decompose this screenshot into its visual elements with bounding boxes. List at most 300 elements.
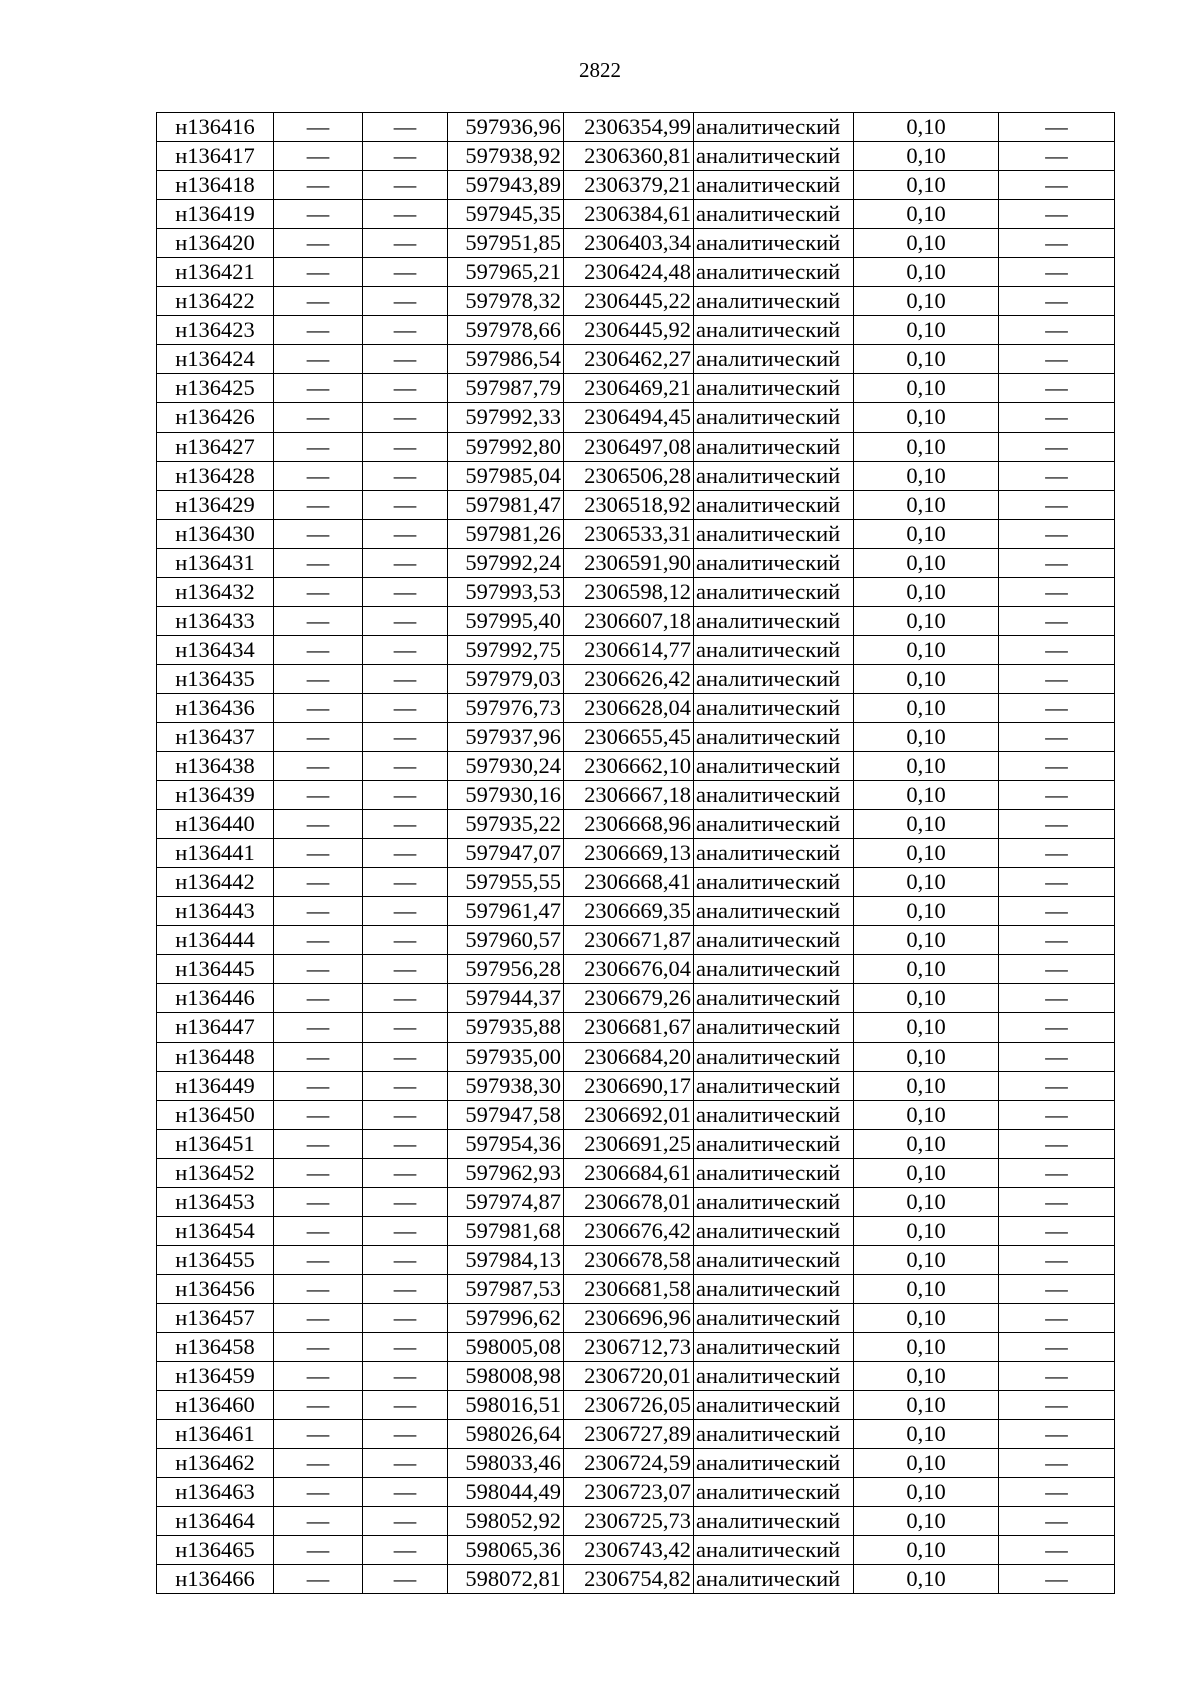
x-coordinate-cell: 597987,79 xyxy=(448,374,564,403)
dash-cell: — xyxy=(274,1565,363,1594)
dash-cell: — xyxy=(274,1274,363,1303)
table-row xyxy=(157,1013,1115,1042)
point-number-cell: н136421 xyxy=(157,258,274,287)
dash-cell: — xyxy=(363,142,448,171)
x-coordinate-cell: 597992,80 xyxy=(448,432,564,461)
x-coordinate-cell: 597943,89 xyxy=(448,171,564,200)
point-number-cell: н136451 xyxy=(157,1129,274,1158)
table-row xyxy=(157,1420,1115,1449)
y-coordinate-cell: 2306445,22 xyxy=(564,287,694,316)
y-coordinate-cell: 2306667,18 xyxy=(564,781,694,810)
accuracy-cell: 0,10 xyxy=(854,1536,999,1565)
y-coordinate-cell: 2306462,27 xyxy=(564,345,694,374)
method-cell: аналитический xyxy=(694,229,854,258)
method-cell: аналитический xyxy=(694,316,854,345)
point-number-cell: н136426 xyxy=(157,403,274,432)
accuracy-cell: 0,10 xyxy=(854,548,999,577)
x-coordinate-cell: 597954,36 xyxy=(448,1129,564,1158)
method-cell: аналитический xyxy=(694,1158,854,1187)
dash-cell: — xyxy=(363,722,448,751)
point-number-cell: н136464 xyxy=(157,1507,274,1536)
method-cell: аналитический xyxy=(694,1478,854,1507)
dash-cell: — xyxy=(363,374,448,403)
accuracy-cell: 0,10 xyxy=(854,374,999,403)
x-coordinate-cell: 597987,53 xyxy=(448,1274,564,1303)
method-cell: аналитический xyxy=(694,1536,854,1565)
point-number-cell: н136440 xyxy=(157,810,274,839)
point-number-cell: н136420 xyxy=(157,229,274,258)
dash-cell: — xyxy=(363,461,448,490)
point-number-cell: н136423 xyxy=(157,316,274,345)
point-number-cell: н136452 xyxy=(157,1158,274,1187)
accuracy-cell: 0,10 xyxy=(854,1216,999,1245)
method-cell: аналитический xyxy=(694,374,854,403)
y-coordinate-cell: 2306754,82 xyxy=(564,1565,694,1594)
method-cell: аналитический xyxy=(694,1332,854,1361)
accuracy-cell: 0,10 xyxy=(854,1507,999,1536)
x-coordinate-cell: 597930,24 xyxy=(448,752,564,781)
point-number-cell: н136453 xyxy=(157,1187,274,1216)
x-coordinate-cell: 597930,16 xyxy=(448,781,564,810)
method-cell: аналитический xyxy=(694,1362,854,1391)
table-row xyxy=(157,403,1115,432)
y-coordinate-cell: 2306678,58 xyxy=(564,1245,694,1274)
dash-cell: — xyxy=(274,200,363,229)
x-coordinate-cell: 597962,93 xyxy=(448,1158,564,1187)
dash-cell: — xyxy=(274,1420,363,1449)
point-number-cell: н136416 xyxy=(157,113,274,142)
accuracy-cell: 0,10 xyxy=(854,1245,999,1274)
point-number-cell: н136450 xyxy=(157,1100,274,1129)
method-cell: аналитический xyxy=(694,490,854,519)
method-cell: аналитический xyxy=(694,1303,854,1332)
table-row xyxy=(157,897,1115,926)
x-coordinate-cell: 598065,36 xyxy=(448,1536,564,1565)
dash-cell: — xyxy=(363,403,448,432)
y-coordinate-cell: 2306692,01 xyxy=(564,1100,694,1129)
dash-cell: — xyxy=(363,287,448,316)
method-cell: аналитический xyxy=(694,345,854,374)
dash-cell: — xyxy=(999,374,1115,403)
table-row xyxy=(157,113,1115,142)
dash-cell: — xyxy=(999,1071,1115,1100)
method-cell: аналитический xyxy=(694,839,854,868)
dash-cell: — xyxy=(274,316,363,345)
y-coordinate-cell: 2306598,12 xyxy=(564,577,694,606)
x-coordinate-cell: 597937,96 xyxy=(448,722,564,751)
x-coordinate-cell: 597935,00 xyxy=(448,1042,564,1071)
point-number-cell: н136417 xyxy=(157,142,274,171)
method-cell: аналитический xyxy=(694,548,854,577)
y-coordinate-cell: 2306494,45 xyxy=(564,403,694,432)
dash-cell: — xyxy=(363,258,448,287)
dash-cell: — xyxy=(363,345,448,374)
method-cell: аналитический xyxy=(694,577,854,606)
x-coordinate-cell: 597947,07 xyxy=(448,839,564,868)
dash-cell: — xyxy=(999,984,1115,1013)
accuracy-cell: 0,10 xyxy=(854,490,999,519)
table-row xyxy=(157,1274,1115,1303)
accuracy-cell: 0,10 xyxy=(854,1449,999,1478)
accuracy-cell: 0,10 xyxy=(854,577,999,606)
table-row xyxy=(157,1565,1115,1594)
point-number-cell: н136418 xyxy=(157,171,274,200)
point-number-cell: н136458 xyxy=(157,1332,274,1361)
dash-cell: — xyxy=(999,1449,1115,1478)
accuracy-cell: 0,10 xyxy=(854,693,999,722)
dash-cell: — xyxy=(274,403,363,432)
accuracy-cell: 0,10 xyxy=(854,200,999,229)
dash-cell: — xyxy=(274,1100,363,1129)
x-coordinate-cell: 598044,49 xyxy=(448,1478,564,1507)
point-number-cell: н136424 xyxy=(157,345,274,374)
accuracy-cell: 0,10 xyxy=(854,926,999,955)
dash-cell: — xyxy=(999,664,1115,693)
dash-cell: — xyxy=(999,1362,1115,1391)
accuracy-cell: 0,10 xyxy=(854,868,999,897)
table-row xyxy=(157,955,1115,984)
point-number-cell: н136443 xyxy=(157,897,274,926)
x-coordinate-cell: 597960,57 xyxy=(448,926,564,955)
dash-cell: — xyxy=(274,722,363,751)
point-number-cell: н136442 xyxy=(157,868,274,897)
dash-cell: — xyxy=(999,1013,1115,1042)
dash-cell: — xyxy=(999,316,1115,345)
dash-cell: — xyxy=(363,432,448,461)
y-coordinate-cell: 2306655,45 xyxy=(564,722,694,751)
dash-cell: — xyxy=(274,432,363,461)
method-cell: аналитический xyxy=(694,1013,854,1042)
accuracy-cell: 0,10 xyxy=(854,1100,999,1129)
y-coordinate-cell: 2306690,17 xyxy=(564,1071,694,1100)
accuracy-cell: 0,10 xyxy=(854,258,999,287)
dash-cell: — xyxy=(363,548,448,577)
x-coordinate-cell: 597938,92 xyxy=(448,142,564,171)
dash-cell: — xyxy=(274,839,363,868)
x-coordinate-cell: 598072,81 xyxy=(448,1565,564,1594)
method-cell: аналитический xyxy=(694,781,854,810)
y-coordinate-cell: 2306684,61 xyxy=(564,1158,694,1187)
method-cell: аналитический xyxy=(694,810,854,839)
dash-cell: — xyxy=(363,839,448,868)
dash-cell: — xyxy=(274,1362,363,1391)
dash-cell: — xyxy=(999,1042,1115,1071)
accuracy-cell: 0,10 xyxy=(854,1274,999,1303)
point-number-cell: н136428 xyxy=(157,461,274,490)
table-row xyxy=(157,693,1115,722)
dash-cell: — xyxy=(999,1332,1115,1361)
accuracy-cell: 0,10 xyxy=(854,287,999,316)
dash-cell: — xyxy=(363,635,448,664)
x-coordinate-cell: 597956,28 xyxy=(448,955,564,984)
accuracy-cell: 0,10 xyxy=(854,606,999,635)
dash-cell: — xyxy=(363,316,448,345)
y-coordinate-cell: 2306676,04 xyxy=(564,955,694,984)
accuracy-cell: 0,10 xyxy=(854,1158,999,1187)
accuracy-cell: 0,10 xyxy=(854,1420,999,1449)
point-number-cell: н136422 xyxy=(157,287,274,316)
x-coordinate-cell: 597995,40 xyxy=(448,606,564,635)
point-number-cell: н136456 xyxy=(157,1274,274,1303)
method-cell: аналитический xyxy=(694,1245,854,1274)
method-cell: аналитический xyxy=(694,664,854,693)
dash-cell: — xyxy=(274,1391,363,1420)
x-coordinate-cell: 597978,32 xyxy=(448,287,564,316)
point-number-cell: н136457 xyxy=(157,1303,274,1332)
table-row xyxy=(157,1478,1115,1507)
dash-cell: — xyxy=(274,635,363,664)
y-coordinate-cell: 2306662,10 xyxy=(564,752,694,781)
table-row xyxy=(157,1187,1115,1216)
method-cell: аналитический xyxy=(694,897,854,926)
dash-cell: — xyxy=(999,810,1115,839)
dash-cell: — xyxy=(274,258,363,287)
point-number-cell: н136433 xyxy=(157,606,274,635)
dash-cell: — xyxy=(274,374,363,403)
dash-cell: — xyxy=(274,1187,363,1216)
point-number-cell: н136466 xyxy=(157,1565,274,1594)
method-cell: аналитический xyxy=(694,635,854,664)
dash-cell: — xyxy=(363,1274,448,1303)
x-coordinate-cell: 597985,04 xyxy=(448,461,564,490)
x-coordinate-cell: 597961,47 xyxy=(448,897,564,926)
dash-cell: — xyxy=(999,1478,1115,1507)
dash-cell: — xyxy=(274,490,363,519)
x-coordinate-cell: 597981,47 xyxy=(448,490,564,519)
y-coordinate-cell: 2306469,21 xyxy=(564,374,694,403)
dash-cell: — xyxy=(999,1420,1115,1449)
dash-cell: — xyxy=(274,926,363,955)
accuracy-cell: 0,10 xyxy=(854,897,999,926)
x-coordinate-cell: 597935,88 xyxy=(448,1013,564,1042)
y-coordinate-cell: 2306669,35 xyxy=(564,897,694,926)
dash-cell: — xyxy=(999,519,1115,548)
accuracy-cell: 0,10 xyxy=(854,461,999,490)
dash-cell: — xyxy=(363,577,448,606)
coordinates-table xyxy=(156,112,1115,1594)
x-coordinate-cell: 598008,98 xyxy=(448,1362,564,1391)
accuracy-cell: 0,10 xyxy=(854,113,999,142)
dash-cell: — xyxy=(274,171,363,200)
dash-cell: — xyxy=(999,490,1115,519)
method-cell: аналитический xyxy=(694,287,854,316)
point-number-cell: н136447 xyxy=(157,1013,274,1042)
y-coordinate-cell: 2306676,42 xyxy=(564,1216,694,1245)
dash-cell: — xyxy=(999,1129,1115,1158)
y-coordinate-cell: 2306445,92 xyxy=(564,316,694,345)
y-coordinate-cell: 2306696,96 xyxy=(564,1303,694,1332)
method-cell: аналитический xyxy=(694,1565,854,1594)
dash-cell: — xyxy=(363,955,448,984)
x-coordinate-cell: 598005,08 xyxy=(448,1332,564,1361)
dash-cell: — xyxy=(274,606,363,635)
method-cell: аналитический xyxy=(694,403,854,432)
table-row xyxy=(157,635,1115,664)
point-number-cell: н136462 xyxy=(157,1449,274,1478)
table-row xyxy=(157,1332,1115,1361)
dash-cell: — xyxy=(274,1013,363,1042)
dash-cell: — xyxy=(999,606,1115,635)
table-row xyxy=(157,1507,1115,1536)
method-cell: аналитический xyxy=(694,461,854,490)
y-coordinate-cell: 2306671,87 xyxy=(564,926,694,955)
dash-cell: — xyxy=(999,200,1115,229)
table-row xyxy=(157,1536,1115,1565)
dash-cell: — xyxy=(999,548,1115,577)
x-coordinate-cell: 597938,30 xyxy=(448,1071,564,1100)
dash-cell: — xyxy=(999,1536,1115,1565)
dash-cell: — xyxy=(363,1245,448,1274)
dash-cell: — xyxy=(363,664,448,693)
x-coordinate-cell: 597992,75 xyxy=(448,635,564,664)
table-row xyxy=(157,548,1115,577)
dash-cell: — xyxy=(999,1274,1115,1303)
dash-cell: — xyxy=(999,432,1115,461)
point-number-cell: н136430 xyxy=(157,519,274,548)
accuracy-cell: 0,10 xyxy=(854,752,999,781)
y-coordinate-cell: 2306379,21 xyxy=(564,171,694,200)
y-coordinate-cell: 2306668,41 xyxy=(564,868,694,897)
accuracy-cell: 0,10 xyxy=(854,519,999,548)
dash-cell: — xyxy=(274,345,363,374)
table-row xyxy=(157,839,1115,868)
accuracy-cell: 0,10 xyxy=(854,1129,999,1158)
dash-cell: — xyxy=(274,1449,363,1478)
dash-cell: — xyxy=(999,577,1115,606)
x-coordinate-cell: 597951,85 xyxy=(448,229,564,258)
dash-cell: — xyxy=(999,1187,1115,1216)
dash-cell: — xyxy=(999,461,1115,490)
y-coordinate-cell: 2306712,73 xyxy=(564,1332,694,1361)
method-cell: аналитический xyxy=(694,1391,854,1420)
dash-cell: — xyxy=(274,868,363,897)
table-row xyxy=(157,868,1115,897)
dash-cell: — xyxy=(999,897,1115,926)
point-number-cell: н136432 xyxy=(157,577,274,606)
dash-cell: — xyxy=(363,693,448,722)
dash-cell: — xyxy=(363,868,448,897)
table-row xyxy=(157,345,1115,374)
table-row xyxy=(157,810,1115,839)
table-row xyxy=(157,926,1115,955)
y-coordinate-cell: 2306626,42 xyxy=(564,664,694,693)
y-coordinate-cell: 2306678,01 xyxy=(564,1187,694,1216)
dash-cell: — xyxy=(363,1420,448,1449)
dash-cell: — xyxy=(999,1303,1115,1332)
dash-cell: — xyxy=(363,200,448,229)
point-number-cell: н136448 xyxy=(157,1042,274,1071)
dash-cell: — xyxy=(274,1478,363,1507)
point-number-cell: н136459 xyxy=(157,1362,274,1391)
dash-cell: — xyxy=(274,519,363,548)
table-row xyxy=(157,722,1115,751)
point-number-cell: н136431 xyxy=(157,548,274,577)
dash-cell: — xyxy=(274,693,363,722)
point-number-cell: н136425 xyxy=(157,374,274,403)
table-row xyxy=(157,316,1115,345)
y-coordinate-cell: 2306403,34 xyxy=(564,229,694,258)
y-coordinate-cell: 2306497,08 xyxy=(564,432,694,461)
dash-cell: — xyxy=(363,1100,448,1129)
x-coordinate-cell: 598052,92 xyxy=(448,1507,564,1536)
table-row xyxy=(157,1303,1115,1332)
table-row xyxy=(157,1216,1115,1245)
dash-cell: — xyxy=(363,810,448,839)
accuracy-cell: 0,10 xyxy=(854,171,999,200)
table-row xyxy=(157,1071,1115,1100)
dash-cell: — xyxy=(274,752,363,781)
method-cell: аналитический xyxy=(694,722,854,751)
dash-cell: — xyxy=(363,1391,448,1420)
dash-cell: — xyxy=(274,810,363,839)
dash-cell: — xyxy=(999,403,1115,432)
dash-cell: — xyxy=(274,664,363,693)
table-row xyxy=(157,229,1115,258)
table-row xyxy=(157,1391,1115,1420)
x-coordinate-cell: 597974,87 xyxy=(448,1187,564,1216)
table-row xyxy=(157,1158,1115,1187)
y-coordinate-cell: 2306354,99 xyxy=(564,113,694,142)
point-number-cell: н136455 xyxy=(157,1245,274,1274)
table-row xyxy=(157,1449,1115,1478)
x-coordinate-cell: 597965,21 xyxy=(448,258,564,287)
x-coordinate-cell: 598033,46 xyxy=(448,1449,564,1478)
dash-cell: — xyxy=(274,1245,363,1274)
accuracy-cell: 0,10 xyxy=(854,142,999,171)
method-cell: аналитический xyxy=(694,693,854,722)
accuracy-cell: 0,10 xyxy=(854,984,999,1013)
y-coordinate-cell: 2306724,59 xyxy=(564,1449,694,1478)
dash-cell: — xyxy=(274,229,363,258)
x-coordinate-cell: 597981,26 xyxy=(448,519,564,548)
accuracy-cell: 0,10 xyxy=(854,432,999,461)
accuracy-cell: 0,10 xyxy=(854,1565,999,1594)
dash-cell: — xyxy=(363,490,448,519)
dash-cell: — xyxy=(363,1013,448,1042)
dash-cell: — xyxy=(363,984,448,1013)
method-cell: аналитический xyxy=(694,519,854,548)
table-row xyxy=(157,1129,1115,1158)
y-coordinate-cell: 2306607,18 xyxy=(564,606,694,635)
method-cell: аналитический xyxy=(694,171,854,200)
dash-cell: — xyxy=(363,1478,448,1507)
method-cell: аналитический xyxy=(694,984,854,1013)
table-row xyxy=(157,1362,1115,1391)
dash-cell: — xyxy=(363,1071,448,1100)
accuracy-cell: 0,10 xyxy=(854,1013,999,1042)
x-coordinate-cell: 597978,66 xyxy=(448,316,564,345)
table-row xyxy=(157,1042,1115,1071)
method-cell: аналитический xyxy=(694,1071,854,1100)
method-cell: аналитический xyxy=(694,606,854,635)
table-row xyxy=(157,490,1115,519)
table-body xyxy=(157,113,1115,1594)
accuracy-cell: 0,10 xyxy=(854,1362,999,1391)
dash-cell: — xyxy=(363,1042,448,1071)
y-coordinate-cell: 2306506,28 xyxy=(564,461,694,490)
y-coordinate-cell: 2306743,42 xyxy=(564,1536,694,1565)
x-coordinate-cell: 597947,58 xyxy=(448,1100,564,1129)
point-number-cell: н136435 xyxy=(157,664,274,693)
x-coordinate-cell: 598026,64 xyxy=(448,1420,564,1449)
method-cell: аналитический xyxy=(694,258,854,287)
dash-cell: — xyxy=(363,752,448,781)
dash-cell: — xyxy=(363,926,448,955)
x-coordinate-cell: 597945,35 xyxy=(448,200,564,229)
point-number-cell: н136446 xyxy=(157,984,274,1013)
accuracy-cell: 0,10 xyxy=(854,1042,999,1071)
y-coordinate-cell: 2306725,73 xyxy=(564,1507,694,1536)
